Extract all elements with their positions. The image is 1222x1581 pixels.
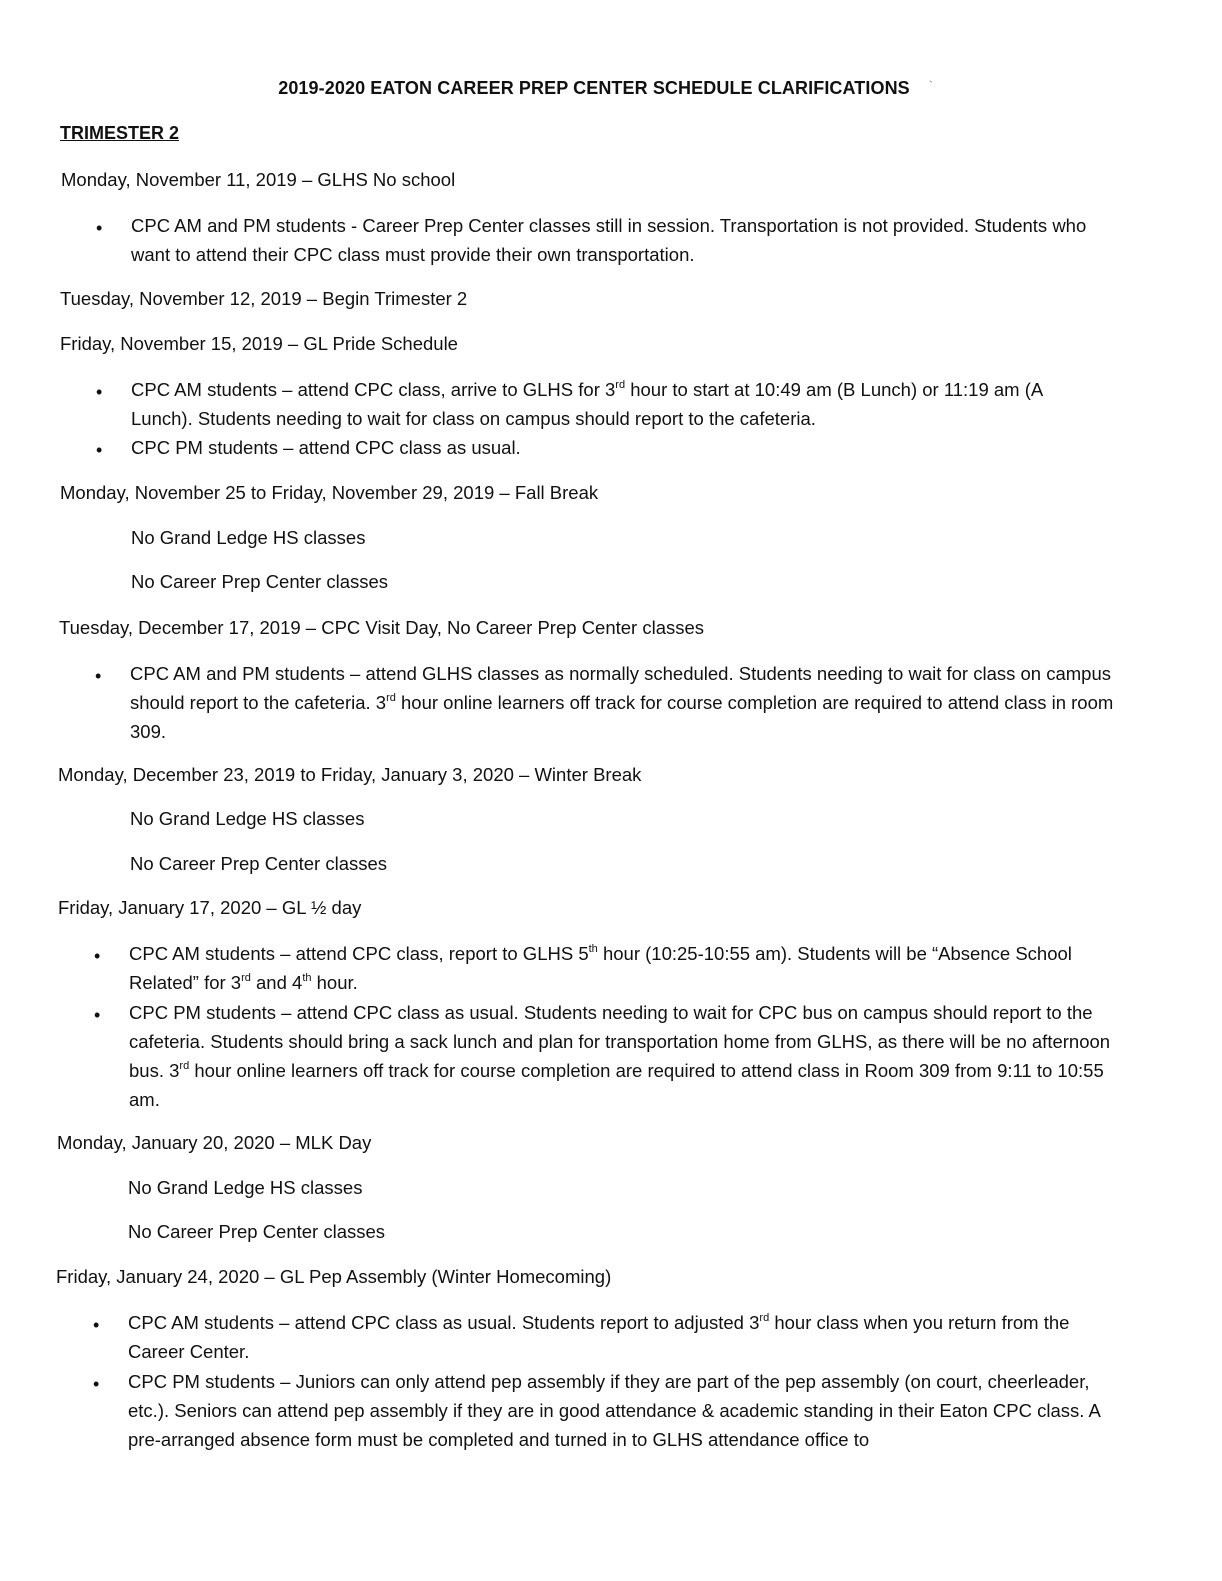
bullet-icon: • bbox=[93, 1315, 100, 1335]
bullet-icon: • bbox=[94, 1005, 101, 1025]
bullet-icon: • bbox=[95, 666, 102, 686]
indented-note: No Career Prep Center classes bbox=[131, 571, 389, 592]
bullet-text: CPC AM students – attend CPC class, report to GLHS 5th hour (10:25-10:55 am). Students will be “Absence School Related” for 3rd and 4th hour. bbox=[129, 943, 1072, 993]
entry-date: Friday, November 15, 2019 – GL Pride Schedule bbox=[60, 333, 458, 354]
section-heading: TRIMESTER 2 bbox=[60, 123, 180, 143]
entry-date: Monday, January 20, 2020 – MLK Day bbox=[57, 1132, 372, 1153]
bullet-icon: • bbox=[94, 946, 101, 966]
indented-note: No Grand Ledge HS classes bbox=[128, 1177, 363, 1198]
bullet-icon: • bbox=[96, 218, 103, 238]
bullet-icon: • bbox=[93, 1374, 100, 1394]
bullet-text: CPC AM students – attend CPC class as usual. Students report to adjusted 3rd hour class when you return from the Career Center. bbox=[128, 1312, 1070, 1362]
entry-date: Monday, November 11, 2019 – GLHS No school bbox=[61, 169, 456, 190]
indented-note: No Career Prep Center classes bbox=[130, 853, 388, 874]
entry-date: Friday, January 17, 2020 – GL ½ day bbox=[58, 897, 362, 918]
bullet-text: CPC AM and PM students - Career Prep Center classes still in session. Transportation is not provided. Students who want to attend their CPC class must provide their own transportation. bbox=[131, 215, 1087, 265]
bullet-text: CPC AM students – attend CPC class, arrive to GLHS for 3rd hour to start at 10:49 am (B Lunch) or 11:19 am (A Lunch). Students needing to wait for class on campus should report to the cafeteria. bbox=[131, 379, 1043, 429]
bullet-icon: • bbox=[96, 382, 103, 402]
entry-date: Monday, December 23, 2019 to Friday, January 3, 2020 – Winter Break bbox=[58, 764, 642, 785]
indented-note: No Grand Ledge HS classes bbox=[131, 527, 366, 548]
entry-date: Friday, January 24, 2020 – GL Pep Assembly (Winter Homecoming) bbox=[56, 1266, 612, 1287]
bullet-text: CPC PM students – attend CPC class as usual. bbox=[131, 437, 521, 458]
entry-date: Monday, November 25 to Friday, November 29, 2019 – Fall Break bbox=[60, 482, 599, 503]
entry-date: Tuesday, December 17, 2019 – CPC Visit Day, No Career Prep Center classes bbox=[59, 617, 705, 638]
bullet-icon: • bbox=[96, 440, 103, 460]
stray-mark: ` bbox=[929, 80, 933, 92]
bullet-text: CPC PM students – Juniors can only attend pep assembly if they are part of the pep assembly (on court, cheerleader, etc.). Seniors can attend pep assembly if they are in good attendance & academic standing in their Eaton CPC class. A pre-arranged absence form must be completed and turned in to GLHS attendance office to bbox=[128, 1371, 1100, 1450]
indented-note: No Career Prep Center classes bbox=[128, 1221, 386, 1242]
document-title: 2019-2020 EATON CAREER PREP CENTER SCHEDULE CLARIFICATIONS bbox=[278, 78, 910, 98]
bullet-text: CPC AM and PM students – attend GLHS classes as normally scheduled. Students needing to wait for class on campus should report to the cafeteria. 3rd hour online learners off track for course completion are required to attend class in room 309. bbox=[130, 663, 1114, 742]
bullet-text: CPC PM students – attend CPC class as usual. Students needing to wait for CPC bus on campus should report to the cafeteria. Students should bring a sack lunch and plan for transportation home from GLHS, as there will be no afternoon bus. 3rd hour online learners off track for course completion are required to attend class in Room 309 from 9:11 to 10:55 am. bbox=[129, 1002, 1111, 1110]
indented-note: No Grand Ledge HS classes bbox=[130, 808, 365, 829]
entry-date: Tuesday, November 12, 2019 – Begin Trimester 2 bbox=[60, 288, 468, 309]
